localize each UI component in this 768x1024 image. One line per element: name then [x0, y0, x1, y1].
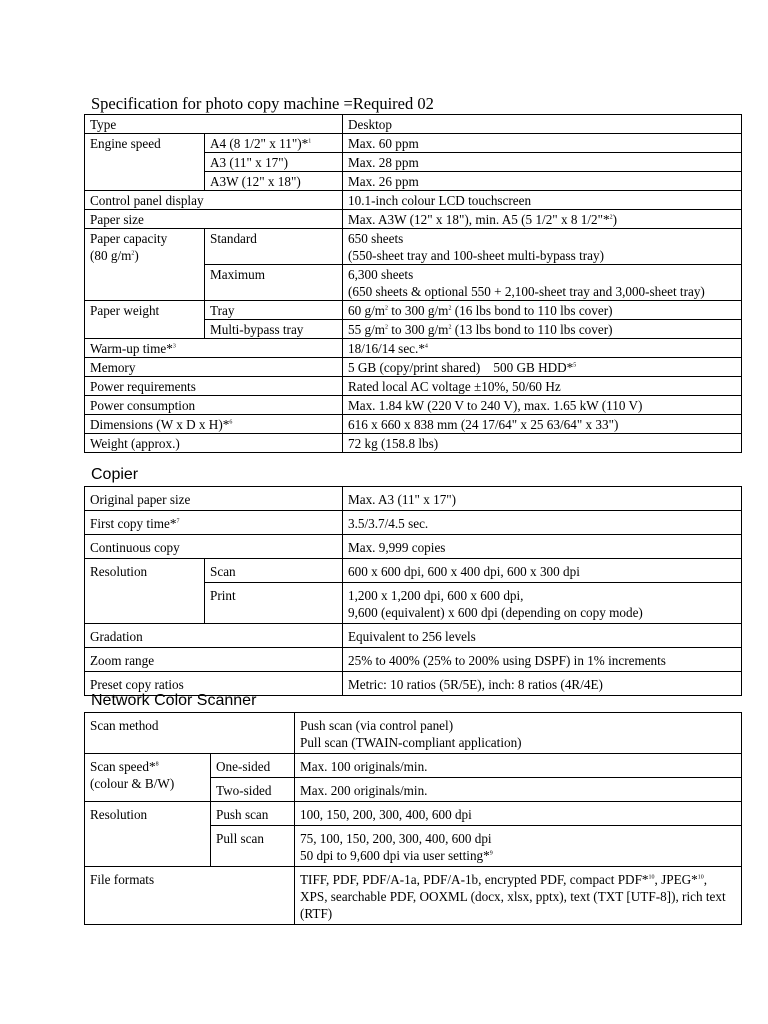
spec-sublabel: Maximum	[205, 265, 343, 301]
spec-label: File formats	[85, 867, 295, 925]
spec-sublabel: Standard	[205, 229, 343, 265]
spec-value: 5 GB (copy/print shared) 500 GB HDD*$^5$	[343, 358, 742, 377]
spec-value: Max. A3 (11" x 17")	[343, 487, 742, 511]
spec-value: Max. 60 ppm	[343, 134, 742, 153]
table-row	[85, 624, 742, 648]
table-row	[85, 134, 742, 153]
table-row	[85, 487, 742, 511]
spec-value: 650 sheets (550-sheet tray and 100-sheet multi-bypass tray)	[343, 229, 742, 265]
spec-sublabel: One-sided	[211, 754, 295, 778]
table-row	[85, 339, 742, 358]
table-row	[85, 754, 742, 778]
table-row	[85, 358, 742, 377]
spec-value: Max. 9,999 copies	[343, 535, 742, 559]
table-row	[85, 802, 742, 826]
table-row	[85, 415, 742, 434]
spec-label: Paper weight	[85, 301, 205, 339]
spec-value: Max. A3W (12" x 18"), min. A5 (5 1/2" x 8 1/2"*$^2$)	[343, 210, 742, 229]
spec-value: Max. 28 ppm	[343, 153, 742, 172]
table-row	[85, 191, 742, 210]
spec-sublabel: Tray	[205, 301, 343, 320]
spec-label: Power consumption	[85, 396, 343, 415]
spec-value: Max. 1.84 kW (220 V to 240 V), max. 1.65 kW (110 V)	[343, 396, 742, 415]
spec-label: Scan speed*$^8$ (colour & B/W)	[85, 754, 211, 802]
table-row	[85, 648, 742, 672]
spec-sublabel: Print	[205, 583, 343, 624]
spec-label: Original paper size	[85, 487, 343, 511]
spec-value: 18/16/14 sec.*$^4$	[343, 339, 742, 358]
spec-value: 10.1-inch colour LCD touchscreen	[343, 191, 742, 210]
spec-value: Max. 200 originals/min.	[295, 778, 742, 802]
spec-label: Paper capacity (80 $g/m^2$)	[85, 229, 205, 301]
spec-sublabel: A3 (11" x 17")	[205, 153, 343, 172]
table-row	[85, 229, 742, 265]
spec-label: Scan method	[85, 713, 295, 754]
spec-label: Control panel display	[85, 191, 343, 210]
table-row	[85, 511, 742, 535]
spec-label: Type	[85, 115, 343, 134]
spec-label: Paper size	[85, 210, 343, 229]
spec-label: Resolution	[85, 802, 211, 867]
spec-label: Zoom range	[85, 648, 343, 672]
spec-value: 1,200 x 1,200 dpi, 600 x 600 dpi, 9,600 (equivalent) x 600 dpi (depending on copy mode)	[343, 583, 742, 624]
spec-label: Preset copy ratios	[85, 672, 343, 696]
spec-label: Continuous copy	[85, 535, 343, 559]
spec-sublabel: A3W (12" x 18")	[205, 172, 343, 191]
spec-value: Metric: 10 ratios (5R/5E), inch: 8 ratios (4R/4E)	[343, 672, 742, 696]
table-row	[85, 115, 742, 134]
spec-label: Memory	[85, 358, 343, 377]
spec-label: Power requirements	[85, 377, 343, 396]
table-row	[85, 434, 742, 453]
spec-value: 55 $g/m^2$ to 300 $g/m^2$ (13 lbs bond to 110 lbs cover)	[343, 320, 742, 339]
spec-label: Gradation	[85, 624, 343, 648]
table-row	[85, 377, 742, 396]
spec-sublabel: Push scan	[211, 802, 295, 826]
spec-sublabel: Two-sided	[211, 778, 295, 802]
spec-value: Max. 100 originals/min.	[295, 754, 742, 778]
spec-value: Rated local AC voltage ±10%, 50/60 Hz	[343, 377, 742, 396]
table-row	[85, 210, 742, 229]
spec-sublabel: Multi-bypass tray	[205, 320, 343, 339]
table-row	[85, 535, 742, 559]
table-row	[85, 713, 742, 754]
spec-sublabel: A4 (8 1/2" x 11")*$^1$	[205, 134, 343, 153]
spec-value: 72 kg (158.8 lbs)	[343, 434, 742, 453]
spec-sublabel: Scan	[205, 559, 343, 583]
scanner-spec-table	[84, 712, 742, 925]
spec-value: 75, 100, 150, 200, 300, 400, 600 dpi 50 dpi to 9,600 dpi via user setting*$^9$	[295, 826, 742, 867]
table-row	[85, 301, 742, 320]
spec-label: Resolution	[85, 559, 205, 624]
page-title: Specification for photo copy machine =Required 02	[91, 94, 434, 113]
spec-value: 6,300 sheets (650 sheets & optional 550 + 2,100-sheet tray and 3,000-sheet tray)	[343, 265, 742, 301]
spec-value: Desktop	[343, 115, 742, 134]
spec-value: 60 $g/m^2$ to 300 $g/m^2$ (16 lbs bond to 110 lbs cover)	[343, 301, 742, 320]
spec-value: 25% to 400% (25% to 200% using DSPF) in 1% increments	[343, 648, 742, 672]
spec-value: 600 x 600 dpi, 600 x 400 dpi, 600 x 300 dpi	[343, 559, 742, 583]
spec-label: Engine speed	[85, 134, 205, 191]
spec-sublabel: Pull scan	[211, 826, 295, 867]
spec-value: TIFF, PDF, PDF/A-1a, PDF/A-1b, encrypted PDF, compact PDF*$^{10}$, JPEG*$^{10}$, XPS, searchable PDF, OOXML (docx, xlsx, pptx), text (TXT [UTF-8]), rich text (RTF)	[295, 867, 742, 925]
table-row	[85, 559, 742, 583]
table-row	[85, 867, 742, 925]
spec-value: Equivalent to 256 levels	[343, 624, 742, 648]
spec-label: Weight (approx.)	[85, 434, 343, 453]
scanner-heading: Network Color Scanner	[91, 692, 257, 709]
general-spec-table	[84, 114, 742, 453]
spec-value: 3.5/3.7/4.5 sec.	[343, 511, 742, 535]
spec-value: Max. 26 ppm	[343, 172, 742, 191]
spec-value: 616 x 660 x 838 mm (24 17/64" x 25 63/64" x 33")	[343, 415, 742, 434]
copier-spec-table	[84, 486, 742, 696]
spec-label: First copy time*$^7$	[85, 511, 343, 535]
spec-label: Dimensions (W x D x H)*$^6$	[85, 415, 343, 434]
spec-label: Warm-up time*$^3$	[85, 339, 343, 358]
spec-value: 100, 150, 200, 300, 400, 600 dpi	[295, 802, 742, 826]
table-row	[85, 396, 742, 415]
copier-heading: Copier	[91, 466, 139, 483]
spec-value: Push scan (via control panel) Pull scan (TWAIN-compliant application)	[295, 713, 742, 754]
